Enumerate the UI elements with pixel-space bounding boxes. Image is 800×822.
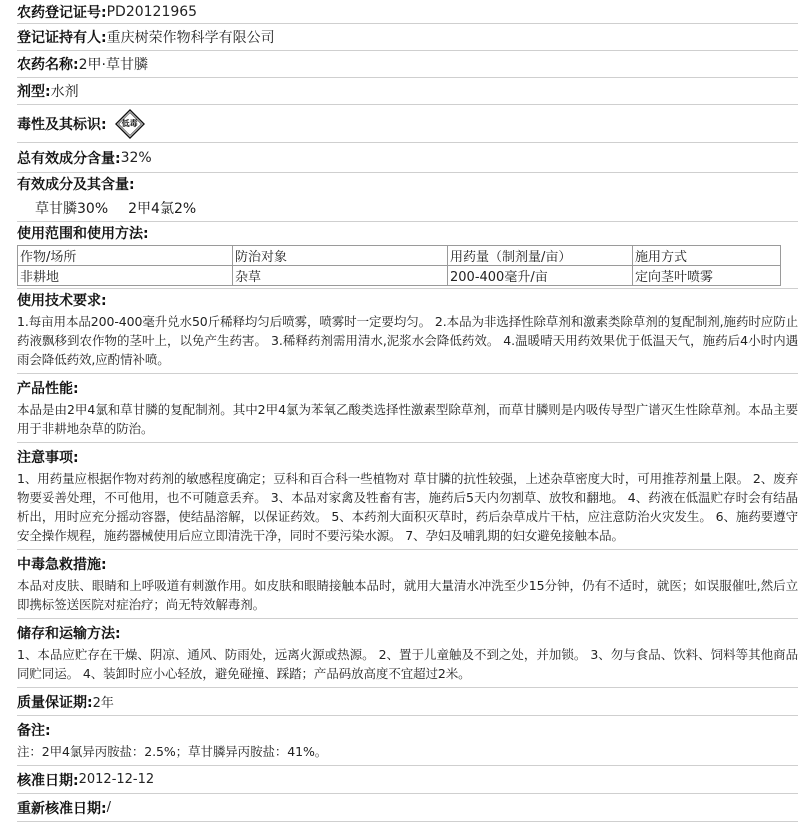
technical-label: 使用技术要求: [17, 293, 107, 309]
usage-table [17, 245, 781, 286]
storage-text: 1、本品应贮存在干燥、阴凉、通风、防雨处，远离火源或热源。 2、置于儿童触及不到之处，并加锁。 3、勿与食品、饮料、饲料等其他商品同贮同运。 4、装卸时应小心轻放，避免碰撞、踩踏；产品码放高度不宜超过2米。 [17, 647, 798, 681]
usage-cell: 杂草 [233, 266, 448, 286]
warranty-row [17, 688, 798, 716]
formulation-row [17, 78, 798, 105]
usage-cell: 定向茎叶喷雾 [633, 266, 781, 286]
technical-section [17, 289, 798, 374]
reapproval-date-row [17, 794, 798, 822]
precautions-label: 注意事项: [17, 450, 79, 466]
precautions-section [17, 443, 798, 550]
name-row [17, 51, 798, 78]
usage-cell: 200-400毫升/亩 [448, 266, 633, 286]
approval-date-row [17, 766, 798, 794]
total-content-row [17, 143, 798, 173]
ingredient-item: 草甘膦30% [35, 201, 109, 217]
ingredients-label: 有效成分及其含量: [17, 177, 135, 193]
remarks-section [17, 716, 798, 766]
technical-text: 1.每亩用本品200-400毫升兑水50斤稀释均匀后喷雾，喷雾时一定要均匀。 2.本品为非选择性除草剂和激素类除草剂的复配制剂,施药时应防止药液飘移到农作物的茎叶上，以免产生药害。 3.稀释药剂需用清水,泥浆水会降低药效。 4.温暖晴天用药效果优于低温天气，施药后4小时内遇雨会降低药效,应酌情补喷。 [17, 314, 798, 367]
registration-value: PD20121965 [106, 3, 198, 20]
toxicity-badge-text: 低毒 [121, 118, 138, 128]
total-content-value: 32% [120, 149, 152, 166]
holder-label: 登记证持有人: [17, 30, 107, 46]
holder-row [17, 24, 798, 51]
registration-label: 农药登记证号: [17, 4, 107, 21]
table-row [18, 266, 781, 286]
first-aid-label: 中毒急救措施: [17, 557, 107, 573]
toxicity-diamond-icon [115, 109, 145, 139]
remarks-label: 备注: [17, 723, 51, 739]
usage-header-cell: 用药量（制剂量/亩） [448, 246, 633, 266]
ingredient-item: 2甲4氯2% [128, 201, 197, 217]
approval-date-label: 核准日期: [17, 772, 79, 789]
registration-row [17, 0, 798, 24]
usage-header-cell: 施用方式 [633, 246, 781, 266]
total-content-label: 总有效成分含量: [17, 150, 121, 167]
performance-section [17, 374, 798, 443]
usage-header-cell: 作物/场所 [18, 246, 233, 266]
performance-text: 本品是由2甲4氯和草甘膦的复配制剂。其中2甲4氯为苯氧乙酸类选择性激素型除草剂，而草甘膦则是内吸传导型广谱灭生性除草剂。本品主要用于非耕地杂草的防治。 [17, 402, 798, 436]
toxicity-row [17, 105, 798, 143]
ingredients-list [17, 195, 798, 221]
warranty-value: 2年 [92, 696, 114, 711]
warranty-label: 质量保证期: [17, 694, 93, 711]
usage-section [17, 222, 798, 289]
performance-label: 产品性能: [17, 381, 79, 397]
name-label: 农药名称: [17, 57, 79, 73]
remarks-text: 注：2甲4氯异丙胺盐：2.5%；草甘膦异丙胺盐：41%。 [17, 744, 328, 759]
usage-header-cell: 防治对象 [233, 246, 448, 266]
usage-label: 使用范围和使用方法: [17, 225, 149, 242]
reapproval-date-label: 重新核准日期: [17, 800, 107, 817]
precautions-text: 1、用药量应根据作物对药剂的敏感程度确定；豆科和百合科一些植物对 草甘膦的抗性较强，上述杂草密度大时，可用推荐剂量上限。 2、废弃物要妥善处理，不可他用，也不可随意丢弃。 3、本品对家禽及牲畜有害，施药后5天内勿割草、放牧和翻地。 4、药液在低温贮存时会有结晶析出，用时应充分摇动容器，使结晶溶解，以保证药效。 5、本药剂大面积灭草时，药后杂草成片干枯，应注意防治火灾发生。 6、施药要遵守安全操作规程，施药器械使用后应立即清洗干净，同时不要污染水源。 7、孕妇及哺乳期的妇女避免接触本品。 [17, 471, 798, 543]
storage-section [17, 619, 798, 688]
holder-value: 重庆树荣作物科学有限公司 [106, 30, 275, 46]
storage-label: 储存和运输方法: [17, 626, 121, 642]
first-aid-text: 本品对皮肤、眼睛和上呼吸道有刺激作用。如皮肤和眼睛接触本品时，就用大量清水冲洗至少15分钟，仍有不适时，就医；如误服催吐,然后立即携标签送医院对症治疗；尚无特效解毒剂。 [17, 578, 798, 612]
reapproval-date-value: / [106, 800, 111, 815]
usage-cell: 非耕地 [18, 266, 233, 286]
ingredients-section [17, 173, 798, 222]
formulation-value: 水剂 [50, 84, 79, 100]
approval-date-value: 2012-12-12 [78, 772, 155, 787]
formulation-label: 剂型: [17, 84, 51, 100]
toxicity-label: 毒性及其标识: [17, 116, 107, 133]
first-aid-section [17, 550, 798, 619]
usage-table-header [18, 246, 781, 266]
name-value: 2甲·草甘膦 [78, 57, 148, 73]
